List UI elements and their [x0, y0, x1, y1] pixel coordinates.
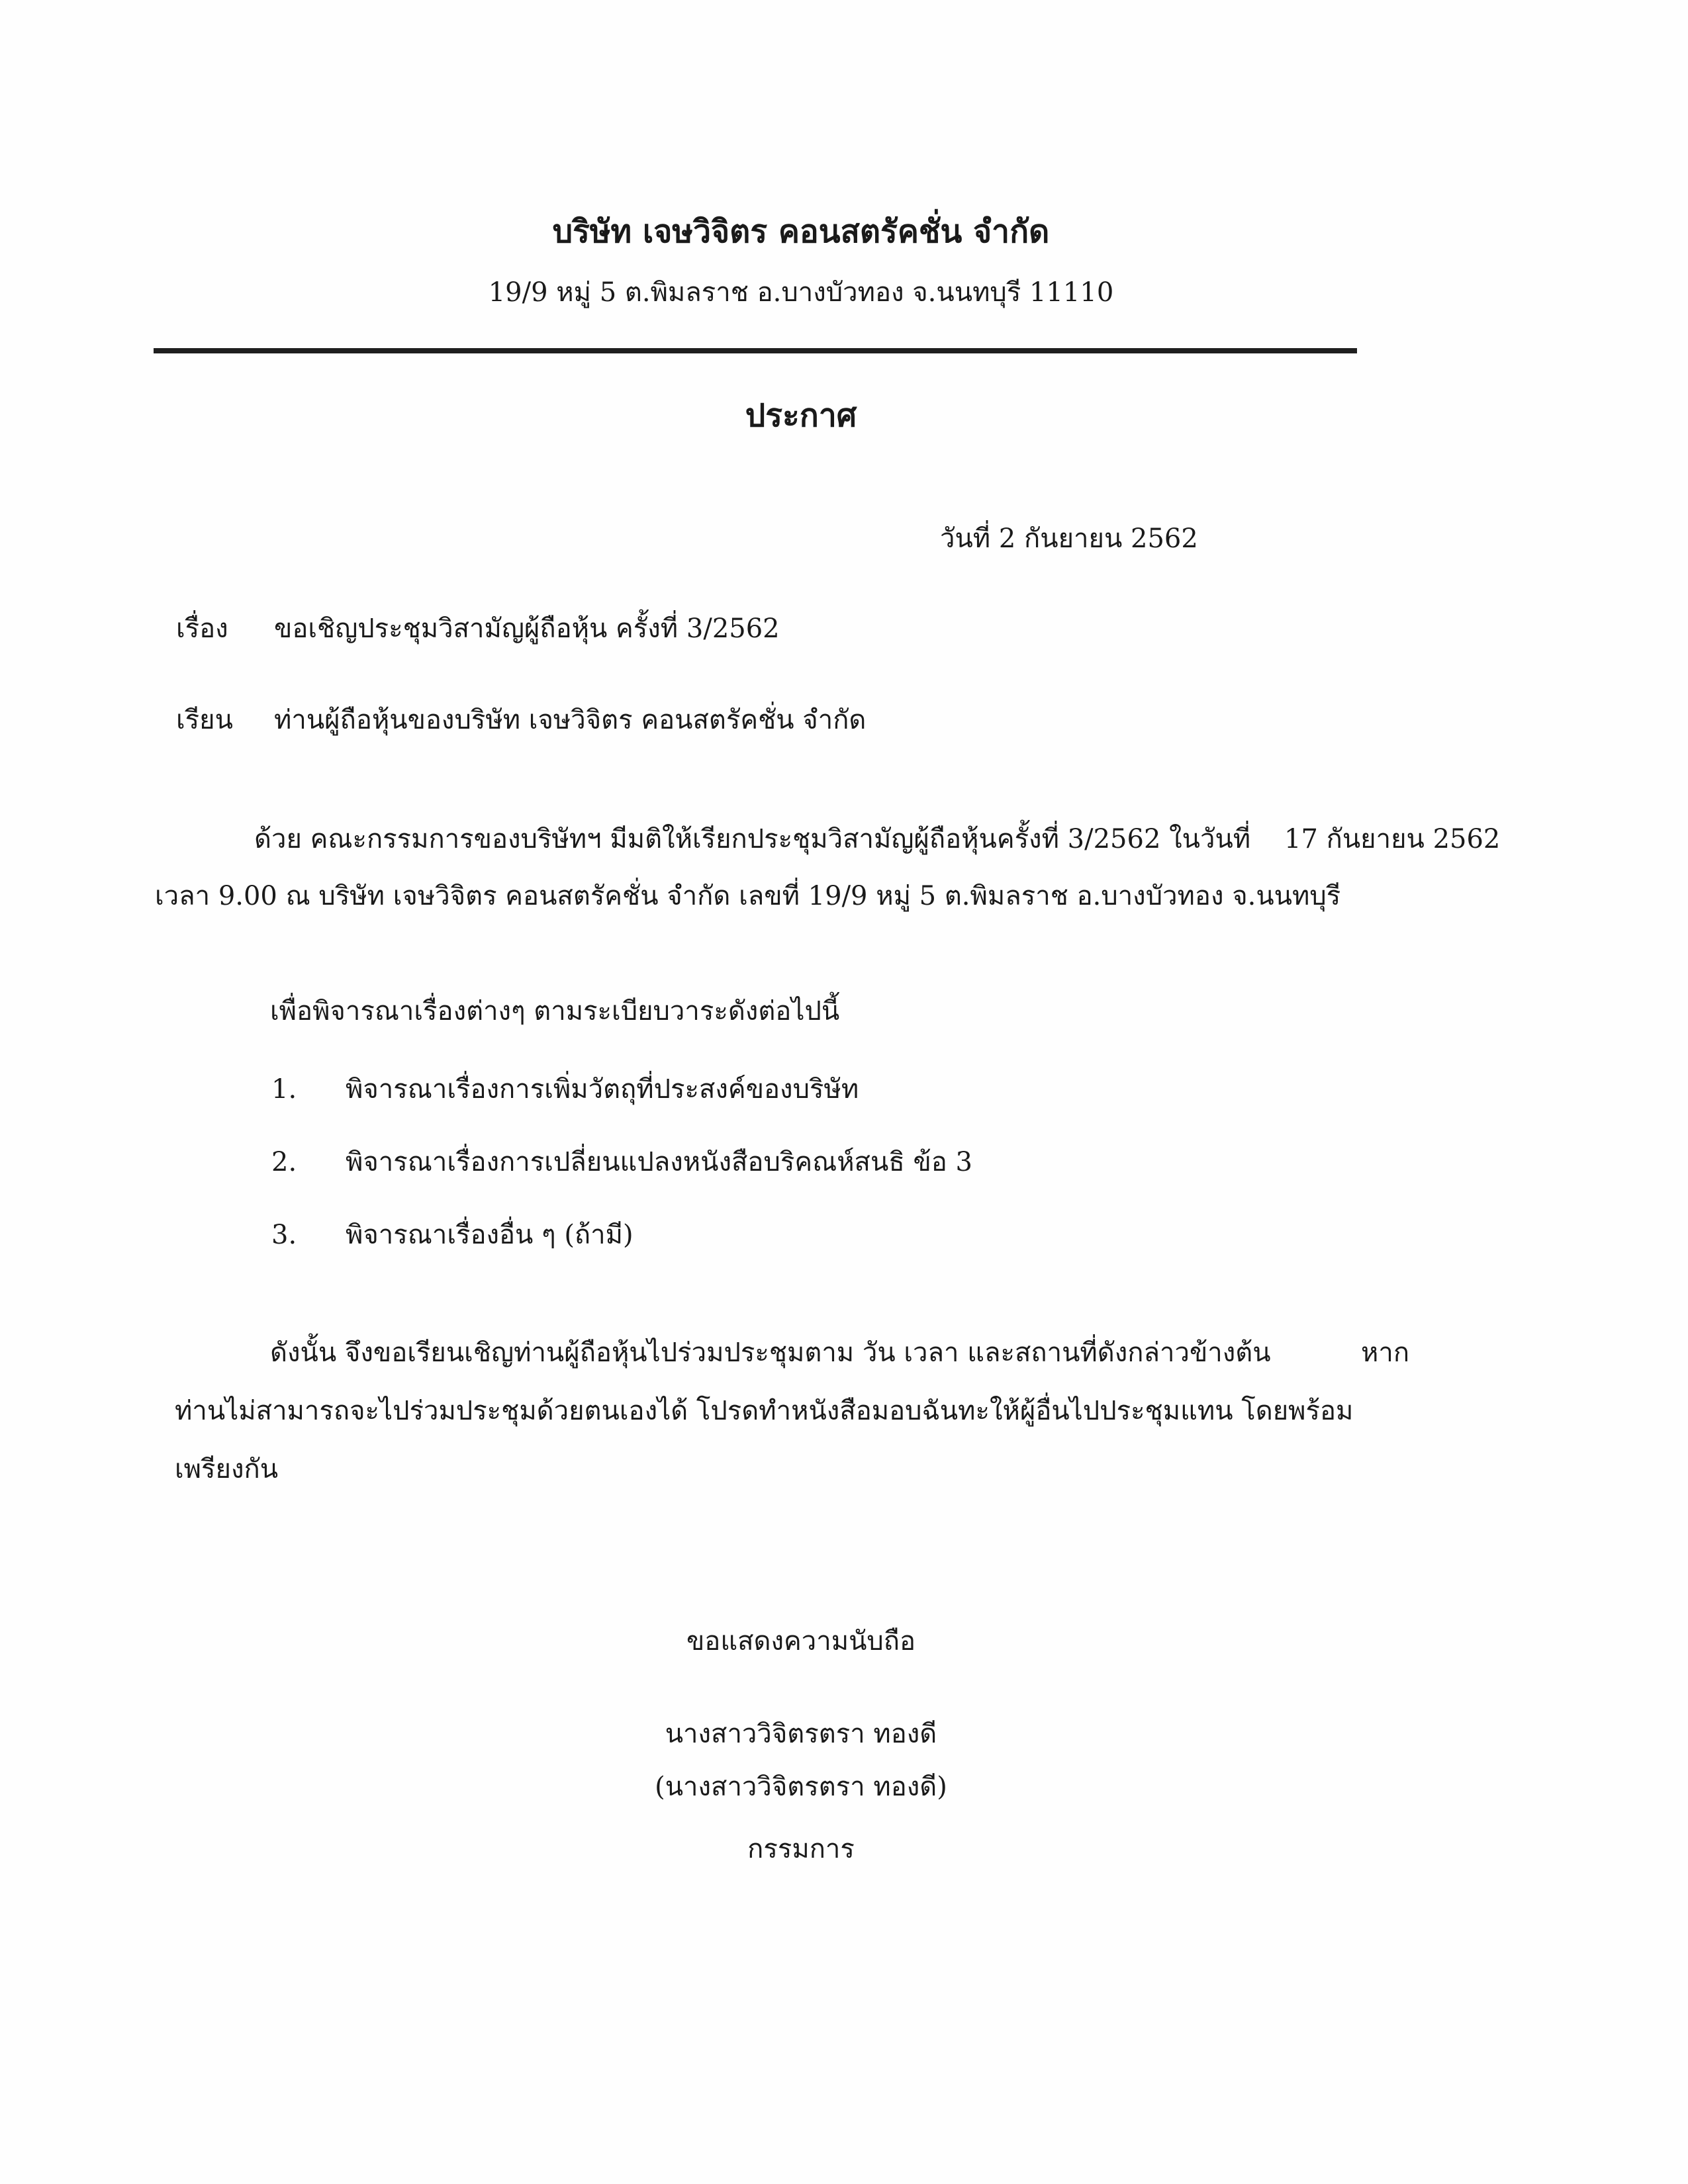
agenda-item-number: 3. — [271, 1220, 297, 1250]
paragraph2-line2: ท่านไม่สามารถจะไปร่วมประชุมด้วยตนเองได้ โปรดทำหนังสือมอบฉันทะให้ผู้อื่นไปประชุมแทน โดยพร้อม — [175, 1396, 1354, 1426]
paragraph1-meeting-date: 17 กันยายน 2562 — [1284, 824, 1501, 854]
subject-value: ขอเชิญประชุมวิสามัญผู้ถือหุ้น ครั้งที่ 3/2562 — [274, 614, 780, 644]
agenda-item-text: พิจารณาเรื่องการเพิ่มวัตถุที่ประสงค์ของบริษัท — [346, 1074, 859, 1105]
paragraph1-line1: ด้วย คณะกรรมการของบริษัทฯ มีมติให้เรียกประชุมวิสามัญผู้ถือหุ้นครั้งที่ 3/2562 ในวันที่ — [254, 824, 1251, 854]
company-name: บริษัท เจษวิจิตร คอนสตรัคชั่น จำกัด — [552, 213, 1050, 250]
agenda-item-number: 1. — [271, 1074, 297, 1105]
subject-label: เรื่อง — [176, 614, 228, 644]
agenda-item-number: 2. — [271, 1147, 297, 1177]
signatory-position: กรรมการ — [747, 1834, 855, 1864]
signatory-printed-name: (นางสาววิจิตรตรา ทองดี) — [655, 1772, 947, 1802]
signature: นางสาววิจิตรตรา ทองดี — [665, 1719, 937, 1749]
document-date: วันที่ 2 กันยายน 2562 — [940, 523, 1198, 554]
paragraph2-line1-end: หาก — [1361, 1338, 1410, 1368]
paragraph1-line2: เวลา 9.00 ณ บริษัท เจษวิจิตร คอนสตรัคชั่น จำกัด เลขที่ 19/9 หมู่ 5 ต.พิมลราช อ.บางบัวทอง จ.นนทบุรี — [155, 881, 1341, 911]
agenda-intro: เพื่อพิจารณาเรื่องต่างๆ ตามระเบียบวาระดังต่อไปนี้ — [270, 996, 840, 1026]
company-address: 19/9 หมู่ 5 ต.พิมลราช อ.บางบัวทอง จ.นนทบุรี 11110 — [488, 277, 1114, 308]
paragraph2-line1: ดังนั้น จึงขอเรียนเชิญท่านผู้ถือหุ้นไปร่วมประชุมตาม วัน เวลา และสถานที่ดังกล่าวข้างต้น — [270, 1338, 1271, 1368]
recipient-value: ท่านผู้ถือหุ้นของบริษัท เจษวิจิตร คอนสตรัคชั่น จำกัด — [274, 705, 867, 735]
paragraph2-line3: เพรียงกัน — [175, 1454, 279, 1484]
agenda-item-text: พิจารณาเรื่องอื่น ๆ (ถ้ามี) — [346, 1220, 633, 1250]
header-divider — [154, 348, 1357, 353]
document-title: ประกาศ — [745, 397, 857, 434]
agenda-item-text: พิจารณาเรื่องการเปลี่ยนแปลงหนังสือบริคณห์สนธิ ข้อ 3 — [346, 1147, 972, 1177]
closing-regards: ขอแสดงความนับถือ — [686, 1626, 916, 1657]
recipient-label: เรียน — [176, 705, 233, 735]
